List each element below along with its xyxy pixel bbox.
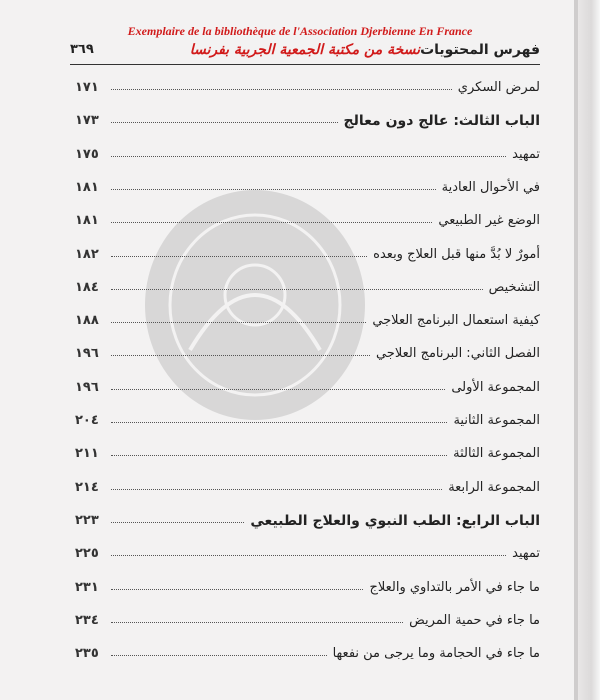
toc-entry-page: ١٧١ — [75, 80, 99, 95]
toc-entry — [75, 580, 540, 604]
toc-entry-page: ٢٣١ — [75, 579, 99, 595]
toc-entry-title: المجموعة الثانية — [453, 413, 540, 428]
toc-entry-page: ١٨٨ — [75, 313, 99, 329]
toc-entry-title: المجموعة الأولى — [451, 379, 540, 395]
toc-entry-title: الباب الرابع: الطب النبوي والعلاج الطبيعي — [250, 512, 540, 529]
toc-entry-title: ما جاء في حمية المريض — [409, 612, 540, 628]
toc-entry — [75, 413, 540, 437]
toc-entry — [75, 513, 540, 537]
toc-entry — [75, 213, 540, 237]
dot-leader — [111, 256, 367, 257]
toc-entry-title: الفصل الثاني: البرنامج العلاجي — [375, 346, 540, 362]
toc-entry — [75, 613, 540, 637]
toc-entry-title: المجموعة الثالثة — [453, 446, 540, 462]
toc-entry-page: ١٧٣ — [75, 113, 99, 129]
toc-entry — [75, 113, 540, 137]
toc-entry-title: الباب الثالث: عالج دون معالج — [343, 113, 540, 130]
dot-leader — [111, 289, 483, 290]
toc-entry — [75, 147, 540, 171]
toc-entry — [75, 480, 540, 504]
header-page-number: ٣٦٩ — [70, 42, 94, 57]
toc-entry-title: كيفية استعمال البرنامج العلاجي — [372, 313, 540, 329]
toc-entry — [75, 446, 540, 470]
dot-leader — [111, 355, 370, 356]
dot-leader — [111, 122, 338, 123]
toc-entry — [75, 346, 540, 370]
toc-entry-page: ١٩٦ — [75, 379, 99, 395]
toc-entry — [75, 313, 540, 337]
dot-leader — [111, 422, 448, 423]
dot-leader — [111, 589, 364, 590]
toc-entry-page: ٢٠٤ — [75, 413, 99, 428]
dot-leader — [111, 522, 245, 523]
toc-entry-title: المجموعة الرابعة — [448, 479, 540, 495]
dot-leader — [111, 156, 506, 157]
dot-leader — [111, 622, 403, 623]
library-ownership-line: Exemplaire de la bibliothèque de l'Association Djerbienne En France — [127, 24, 473, 38]
toc-entry — [75, 546, 540, 570]
binding-shadow — [574, 0, 578, 700]
dot-leader — [111, 189, 436, 190]
toc-entry-title: أمورٌ لا بُدَّ منها قبل العلاج وبعده — [373, 246, 540, 262]
toc-entry-title: تمهيد — [512, 146, 540, 162]
dot-leader — [111, 655, 327, 656]
toc-title: فهرس المحتويات — [420, 42, 540, 58]
toc-entry — [75, 80, 540, 104]
toc-entry-page: ١٨٤ — [75, 279, 99, 295]
toc-entry — [75, 280, 540, 304]
toc-entry-title: ما جاء في الحجامة وما يرجى من نفعها — [332, 646, 540, 662]
book-binding — [578, 0, 600, 700]
toc-entry-page: ٢٢٣ — [75, 512, 99, 528]
toc-entry-page: ١٨١ — [75, 213, 99, 229]
toc-entry-page: ١٧٥ — [75, 146, 99, 162]
dot-leader — [111, 222, 433, 223]
dot-leader — [111, 389, 446, 390]
library-ownership-line-arabic: نسخة من مكتبة الجمعية الجربية بفرنسا — [189, 42, 420, 58]
toc-entry-title: لمرض السكري — [457, 80, 540, 95]
toc-entry-page: ٢١٤ — [75, 479, 99, 495]
toc-entry-page: ٢٣٤ — [75, 612, 99, 628]
dot-leader — [111, 322, 367, 323]
dot-leader — [111, 89, 452, 90]
toc-entry — [75, 180, 540, 204]
toc-entry-title: التشخيص — [488, 279, 540, 295]
toc-entry-title: ما جاء في الأمر بالتداوي والعلاج — [369, 579, 540, 595]
toc-entry-page: ١٨١ — [75, 179, 99, 195]
toc-entry — [75, 646, 540, 670]
toc-entry-page: ٢٢٥ — [75, 546, 99, 562]
toc-entry-page: ١٨٢ — [75, 246, 99, 262]
dot-leader — [111, 455, 447, 456]
dot-leader — [111, 489, 442, 490]
toc-entry-title: تمهيد — [512, 546, 540, 562]
toc-entry-page: ٢٣٥ — [75, 646, 99, 662]
dot-leader — [111, 555, 506, 556]
toc-entry — [75, 247, 540, 271]
toc-entry-page: ١٩٦ — [75, 346, 99, 362]
running-header — [70, 42, 540, 64]
toc-entry-page: ٢١١ — [75, 446, 99, 462]
header-rule — [70, 64, 540, 65]
toc-entry-title: الوضع غير الطبيعي — [438, 213, 540, 229]
toc-entry-title: في الأحوال العادية — [441, 179, 540, 195]
toc-entry — [75, 380, 540, 404]
